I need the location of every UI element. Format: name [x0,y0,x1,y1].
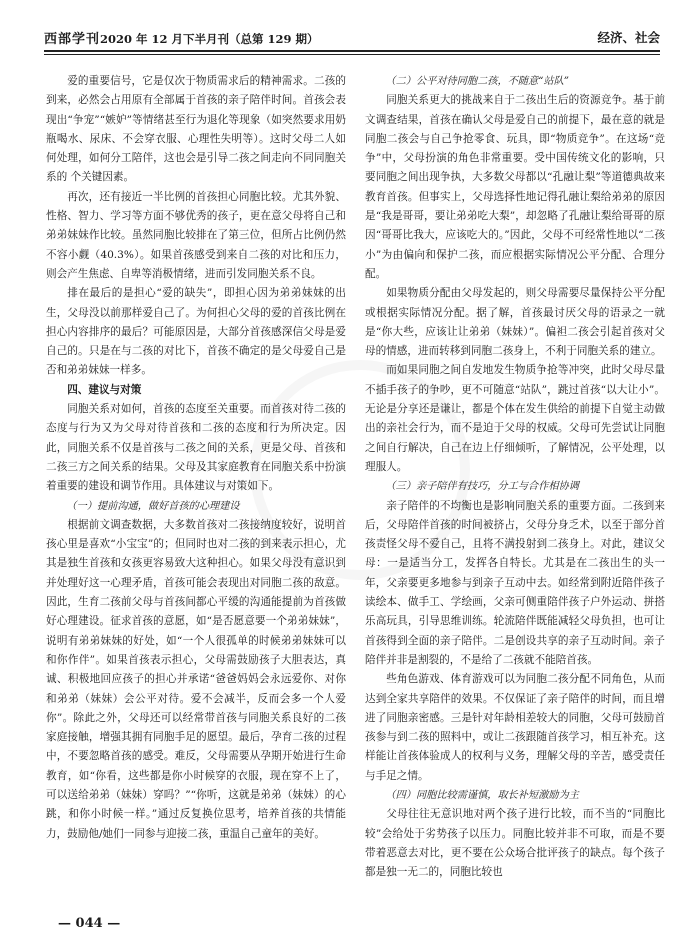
section-heading: （二）公平对待同胞二孩，不随意“站队” [385,76,569,87]
left-column [46,72,346,907]
paragraph: 爱的重要信号，它是仅次于物质需求后的精神需求。二孩的到来，必然会占用原有全部属于首孩的亲子陪伴时间。首孩会表现出“争宠”“嫉妒”等情绪甚至行为退化等现象（如突然要求用奶瓶喝水、尿床、不会穿衣服、心理性失明等）。这时父母二人如何处理，如何分工陪伴，这也会是引导二孩之间走向不同同胞关系的 个关键因素。 [46,75,346,184]
issue-info: 2020 年 12 月下半月刊（总第 129 期） [100,32,319,46]
paragraph: 根据前文调查数据，大多数首孩对二孩接纳度较好，说明首孩心里是喜欢“小宝宝”的；但同时也对二孩的到来表示担心，尤其是独生首孩和女孩更容易致大这种担心。如果父母没有意识到并处理好这一心理矛盾，首孩可能会表现出对同胞二孩的敌意。因此，生育二孩前父母与首孩间都心平缓的沟通能提前为首孩做好心理建设。征求首孩的意愿，如“是否愿意要一个弟弟妹妹”，说明有弟弟妹妹的好处，如“一个人很孤单的时候弟弟妹妹可以和你作伴”。如果首孩表示担心，父母需鼓励孩子大胆表达，真诚、积极地回应孩子的担心并承诺“爸爸妈妈会永远爱你、对你和弟弟（妹妹）会公平对待。爱不会减半，反而会多一个人爱你”。除此之外，父母还可以经常带首孩与同胞关系良好的二孩家庭接触，增强其拥有同胞手足的愿望。最后，孕育二孩的过程中，不要忽略首孩的感受。难反，父母需要从孕期开始进行生命教育，如“你看，这些都是你小时候穿的衣服，现在穿不上了，可以送给弟弟（妹妹）穿吗？”“你听，这就是弟弟（妹妹）的心跳，和你小时候一样。”通过反复换位思考，培养首孩的共情能力，鼓励他/她们一同参与迎接二孩，重温自己童年的美好。 [46,518,346,840]
section-heading: （四）同胞比较需谨慎，取长补短激励为主 [385,789,579,801]
journal-info [44,28,319,47]
magazine-title: 西部学刊 [44,32,101,47]
header-rule-thin [44,54,660,55]
header-rule [44,50,660,52]
section-title: 经济、社会 [597,30,660,45]
right-column [365,72,665,907]
paragraph: 而如果同胞之间自发地发生物质争抢等冲突，此时父母尽量不插手孩子的争吵，更不可随意“站队”，跳过首孩“以大让小”。无论是分享还是谦让，都是个体在发生供给的前提下自觉主动做出的亲社会行为，而不是迫于父母的权威。父母可先尝试让同胞之间自行解决，自己在边上仔细倾听，了解情况，公平处理，以理服人。 [365,364,665,473]
paragraph: 同胞关系对如何，首孩的态度至关重要。而首孩对待二孩的态度与行为又为父母对待首孩和二孩的态度和行为所决定。因此，同胞关系不仅是首孩与二孩之间的关系，更是父母、首孩和二孩三方之间关系的结果。父母及其家庭教育在同胞关系中扮演着重要的建设和调节作用。具体建议与对策如下。 [46,403,346,493]
paragraph: 如果物质分配由父母发起的，则父母需要尽量保持公平分配或根据实际情况分配。据了解，首孩最讨厌父母的语录之一就是“你大些，应该让让弟弟（妹妹）”。偏袒二孩会引起首孩对父母的情感，进而转移到同胞二孩身上，不利于同胞关系的建立。 [365,287,665,358]
section-heading: 四、建议与对策 [67,383,142,396]
section-heading: （一）提前沟通，做好首孩的心理建设 [66,500,240,512]
paragraph: 同胞关系更大的挑战来自于二孩出生后的资源竞争。基于前文调查结果，首孩在确认父母是爱自己的前提下，最在意的就是同胞二孩会与自己争抢零食、玩具，即“物质竞争”。在这场“竞争”中，父母扮演的角色非常重要。受中国传统文化的影响，只要同胞之间出现争执，大多数父母都以“孔融让梨”等道德典故来教育首孩。但事实上，父母选择性地记得孔融让梨给弟弟的原因是“我是哥哥，要让弟弟吃大梨”，却忽略了孔融让梨给哥哥的原因“哥哥比我大，应该吃大的。”因此，父母不可经常性地以“二孩小”为由偏向和保护二孩，而应根据实际情况公平分配、合理分配。 [365,94,665,280]
paragraph: 些角色游戏、体育游戏可以为同胞二孩分配不同角色，从而达到全家共享陪伴的效果。不仅保证了亲子陪伴的时间，而且增进了同胞亲密感。三是针对年龄相差较大的同胞，父母可鼓励首孩参与到二孩的照料中，或让二孩跟随首孩学习，相互补充。这样能让首孩体验成人的权利与义务，理解父母的辛苦，感受责任与手足之情。 [365,673,665,782]
paragraph: 父母往往无意识地对两个孩子进行比较，而不当的“同胞比较”会给处于劣势孩子以压力。同胞比较并非不可取，而是不要带着恶意去对比，更不要在公众场合批评孩子的缺点。每个孩子都是独一无二的，同胞比较也 [365,808,665,879]
paragraph: 亲子陪伴的不均衡也是影响同胞关系的重要方面。二孩到来后，父母陪伴首孩的时间被挤占，父母分身乏术，以至于部分首孩责怪父母不爱自己，且将不满投射到二孩身上。对此，建议父母：一是适当分工，发挥各自特长。尤其是在二孩出生的头一年，父亲要更多地参与到亲子互动中去。如经常到附近陪伴孩子读绘本、做手工、学绘画，父亲可侧重陪伴孩子户外运动、拼搭乐高玩具，引导思维训练。轮流陪伴既能减轻父母负担，也可让首孩得到全面的亲子陪伴。二是创设共享的亲子互动时间。亲子陪伴并非是割裂的，不是给了二孩就不能陪首孩。 [365,499,665,666]
section-heading: （三）亲子陪伴有技巧，分工与合作相协调 [385,481,579,493]
paragraph: 排在最后的是担心“爱的缺失”，即担心因为弟弟妹妹的出生，父母没以前那样爱自己了。为何担心父母的爱的首孩比例在担心内容排序的最后？可能原因是，大部分首孩感深信父母是爱自己的。只是在与二孩的对比下，首孩不确定的是父母爱自己是否和弟弟妹妹一样多。 [46,287,346,377]
paragraph: 再次，还有接近一半比例的首孩担心同胞比较。尤其外貌、性格、智力、学习等方面不够优秀的孩子，更在意父母将自己和弟弟妹妹作比较。虽然同胞比较排在了第三位，但所占比例仍然不容小觑（40.3%）。如果首孩感受到来自二孩的对比和压力，则会产生焦虑、自卑等消极情绪，进而引发同胞关系不良。 [46,190,346,280]
page-number: — 044 — [58,916,121,931]
page-header [44,28,660,48]
